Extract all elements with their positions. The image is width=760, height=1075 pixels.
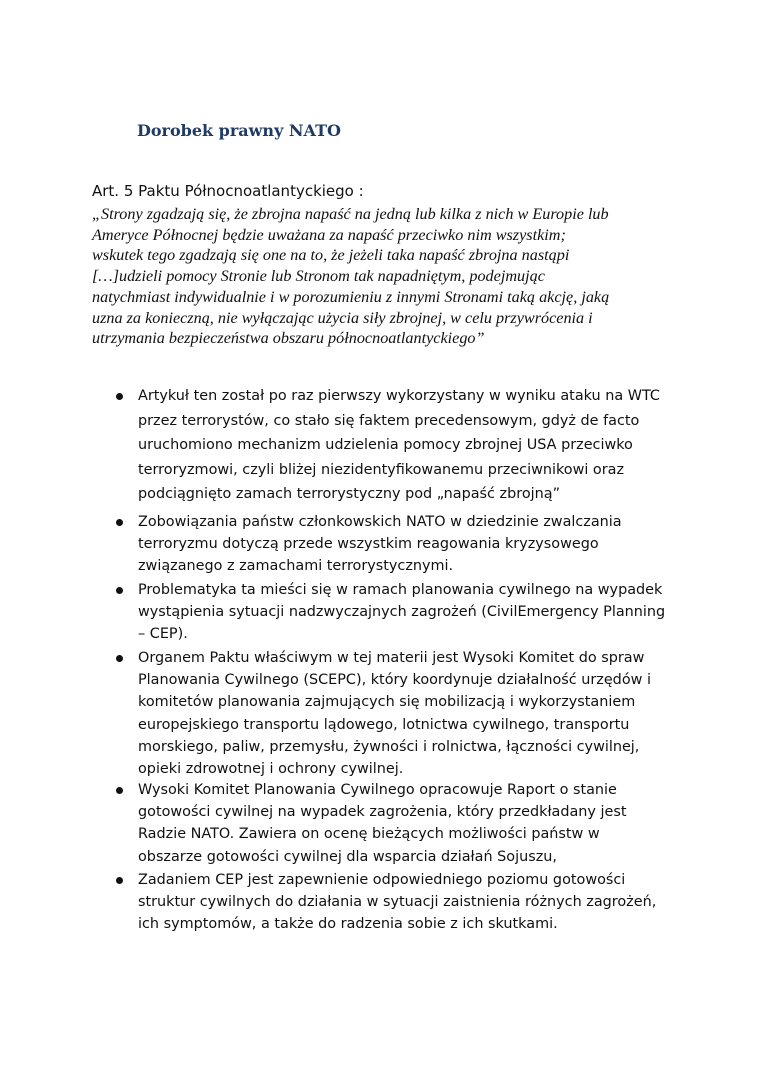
list-item-line: Artykuł ten został po raz pierwszy wykorzystany w wyniku ataku na WTC <box>138 388 660 404</box>
article-heading: Art. 5 Paktu Północnoatlantyckiego : <box>92 182 364 200</box>
list-item-line: związanego z zamachami terrorystycznymi. <box>138 558 454 575</box>
quote-line: utrzymania bezpieczeństwa obszaru północnoatlantyckiego” <box>92 329 485 348</box>
list-item-line: przez terrorystów, co stało się faktem precedensowym, gdyż de facto <box>138 412 640 429</box>
list-item-line: terroryzmowi, czyli bliżej niezidentyfikowanemu przeciwnikowi oraz <box>138 461 625 478</box>
list-item-line: Planowania Cywilnego (SCEPC), który koordynuje działalność urzędów i <box>138 672 651 689</box>
list-item-text <box>138 511 622 578</box>
list-item-line: wystąpienia sytuacji nadzwyczajnych zagrożeń (CivilEmergency Planning <box>138 604 666 621</box>
quote-line: Ameryce Północnej będzie uważana za napaść przeciwko nim wszystkim; <box>92 225 566 244</box>
list-item-line: komitetów planowania zajmujących się mobilizacją i wykorzystaniem <box>138 694 636 711</box>
quote-line: natychmiast indywidualnie i w porozumieniu z innymi Stronami taką akcję, jaką <box>92 287 610 306</box>
list-item-line: opieki zdrowotnej i ochrony cywilnej. <box>138 761 404 778</box>
bullet-icon <box>116 519 123 526</box>
list-item-text <box>138 869 656 936</box>
list-item-line: struktur cywilnych do działania w sytuacji zaistnienia różnych zagrożeń, <box>138 894 657 911</box>
list-item-line: uruchomiono mechanizm udzielenia pomocy zbrojnej USA przeciwko <box>138 437 633 453</box>
list-item-line: morskiego, paliw, przemysłu, żywności i rolnictwa, łączności cywilnej, <box>138 738 640 755</box>
quote-line: uzna za konieczną, nie wyłączając użycia siły zbrojnej, w celu przywrócenia i <box>92 308 593 327</box>
list-item-line: podciągnięto zamach terrorystyczny pod „napaść zbrojną” <box>138 486 561 502</box>
bullet-icon <box>116 787 123 794</box>
bullet-icon <box>116 877 123 884</box>
list-item-line: obszarze gotowości cywilnej dla wsparcia działań Sojuszu, <box>138 848 557 865</box>
list-item-line: Zadaniem CEP jest zapewnienie odpowiedniego poziomu gotowości <box>138 872 626 888</box>
bullet-icon <box>116 655 123 662</box>
list-item-line: Zobowiązania państw członkowskich NATO w dziedzinie zwalczania <box>138 514 622 530</box>
bullet-icon <box>116 587 123 594</box>
list-item-line: Wysoki Komitet Planowania Cywilnego opracowuje Raport o stanie <box>138 782 617 798</box>
list-item-text <box>138 779 627 868</box>
quote-line: „Strony zgadzają się, że zbrojna napaść na jedną lub kilka z nich w Europie lub <box>92 205 609 223</box>
list-item-line: ich symptomów, a także do radzenia sobie z ich skutkami. <box>138 916 558 933</box>
quote-line: wskutek tego zgadzają się one na to, że jeżeli taka napaść zbrojna nastąpi <box>92 246 570 265</box>
list-item-text <box>138 579 665 646</box>
article-quote <box>92 204 682 349</box>
list-item-line: europejskiego transportu lądowego, lotnictwa cywilnego, transportu <box>138 716 630 733</box>
quote-line: […]udzieli pomocy Stronie lub Stronom tak napadniętym, podejmując <box>92 267 545 286</box>
bullet-icon <box>116 393 123 400</box>
list-item-line: – CEP). <box>138 626 188 643</box>
list-item-line: Organem Paktu właściwym w tej materii jest Wysoki Komitet do spraw <box>138 650 645 666</box>
list-item-line: Problematyka ta mieści się w ramach planowania cywilnego na wypadek <box>138 582 663 598</box>
list-item-line: Radzie NATO. Zawiera on ocenę bieżących możliwości państw w <box>138 826 600 843</box>
document-title: Dorobek prawny NATO <box>137 121 341 140</box>
list-item-line: terroryzmu dotyczą przede wszystkim reagowania kryzysowego <box>138 536 599 553</box>
list-item-text <box>138 384 660 507</box>
list-item-line: gotowości cywilnej na wypadek zagrożenia, który przedkładany jest <box>138 804 627 821</box>
list-item-text <box>138 647 651 780</box>
